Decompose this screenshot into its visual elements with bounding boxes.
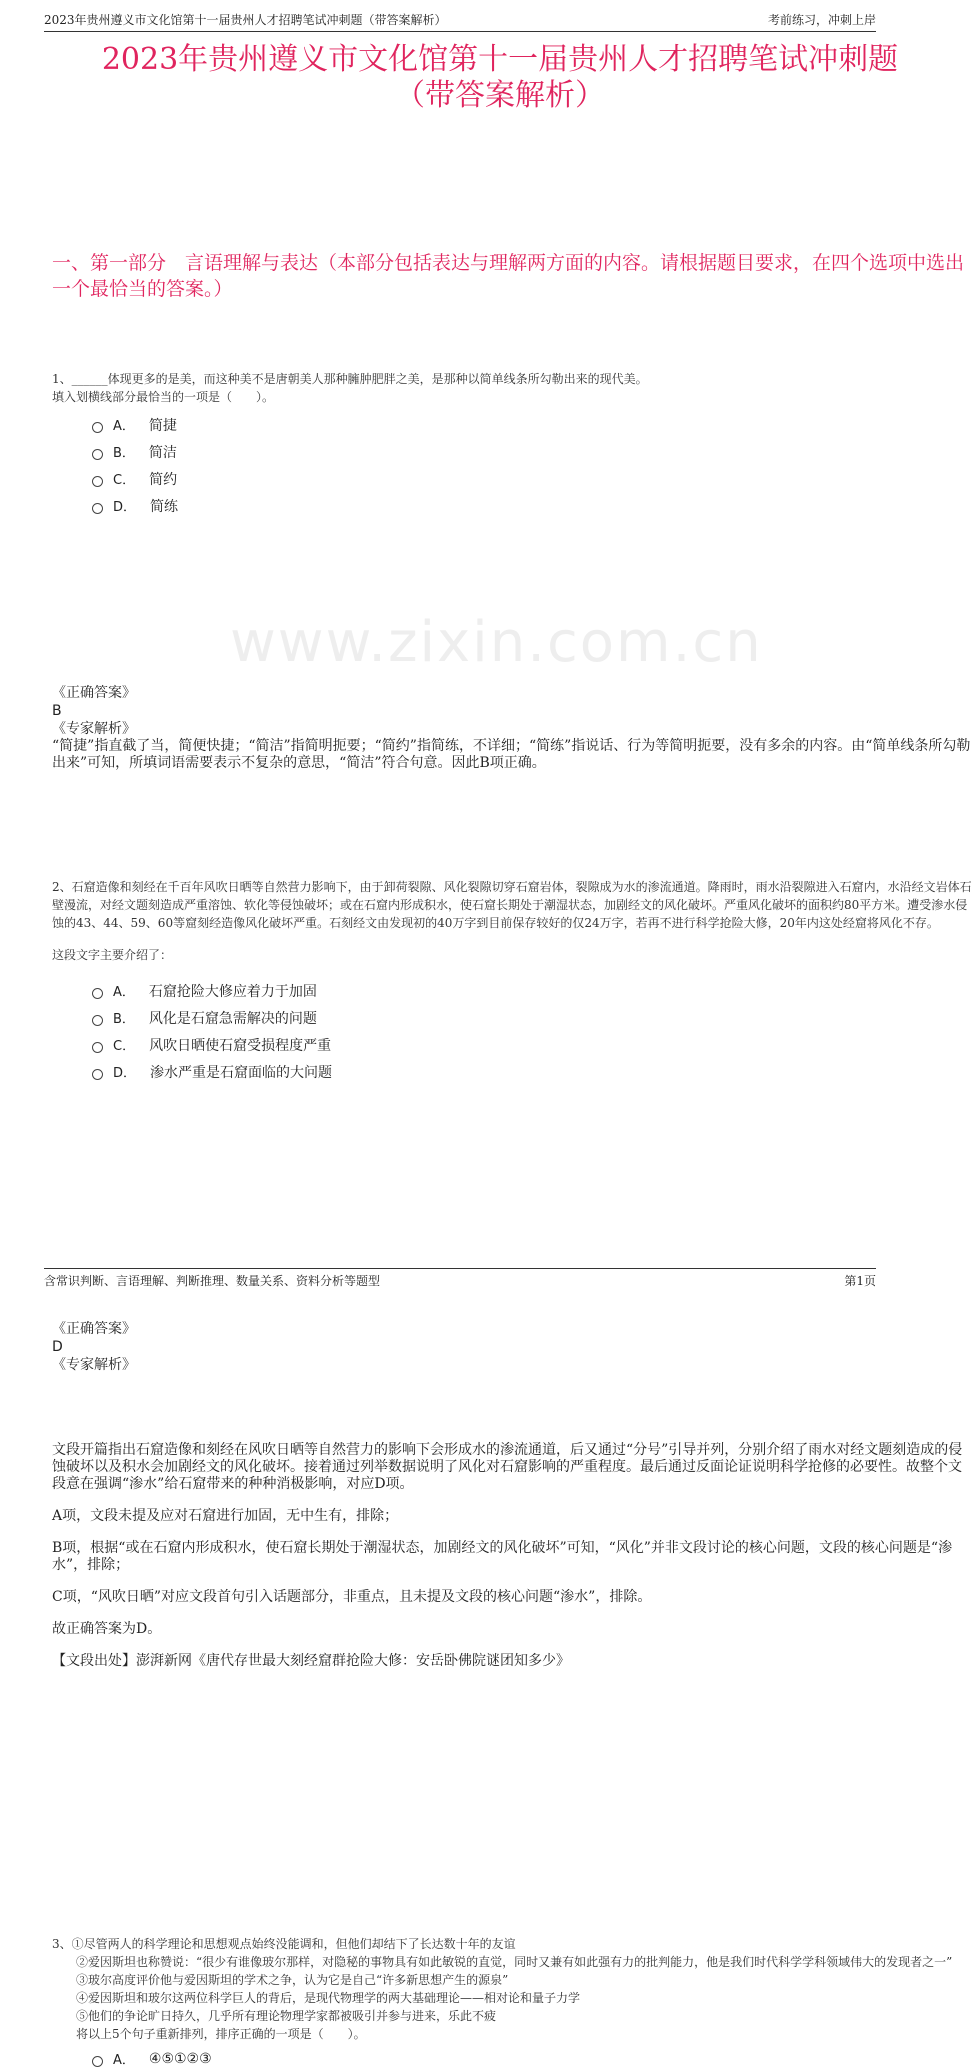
page-footer xyxy=(44,1268,876,1290)
answer-label: 《正确答案》 xyxy=(52,1321,136,1337)
question-2-answer xyxy=(52,1321,972,1374)
question-stem xyxy=(52,370,972,406)
radio-icon[interactable] xyxy=(92,476,103,487)
radio-icon[interactable] xyxy=(92,988,103,999)
option-letter: A． xyxy=(113,2053,135,2068)
option-a[interactable] xyxy=(92,977,972,1004)
question-1-options xyxy=(52,411,972,519)
option-text: 简练 xyxy=(150,498,179,515)
analysis-paragraph: 文段开篇指出石窟造像和刻经在风吹日晒等自然营力的影响下会形成水的渗流通道，后又通过“分号”引导并列，分别介绍了雨水对经文题刻造成的侵蚀破坏以及积水会加剧经文的风化破坏。接着通过列举数据说明了风化对石窟影响的严重程度。最后通过反面论证说明科学抢修的必要性。故整个文段意在强调“渗水”给石窟带来的种种消极影响，对应D项。 xyxy=(52,1442,963,1492)
analysis-text: “简捷”指直截了当，简便快捷；“简洁”指简明扼要；“简约”指简练，不详细；“简练”指说话、行为等简明扼要，没有多余的内容。由“简单线条所勾勒出来”可知，所填词语需要表示不复杂的意思，“简洁”符合句意。因此B项正确。 xyxy=(52,738,971,771)
watermark: www.zixin.com.cn xyxy=(230,610,763,675)
option-a[interactable] xyxy=(92,411,972,438)
question-3-line: ③玻尔高度评价他与爱因斯坦的学术之争，认为它是自己“许多新思想产生的源泉” xyxy=(76,1973,509,1987)
option-text: 简洁 xyxy=(148,444,177,461)
radio-icon[interactable] xyxy=(92,2056,103,2067)
source-citation: 【文段出处】澎湃新网《唐代存世最大刻经窟群抢险大修：安岳卧佛院谜团知多少》 xyxy=(52,1653,570,1669)
page-number: 第1页 xyxy=(844,1274,876,1288)
question-1-stem: 1、______体现更多的是美，而这种美不是唐朝美人那种臃肿肥胖之美，是那种以简单线条所勾勒出来的现代美。 xyxy=(52,372,648,386)
option-c[interactable] xyxy=(92,1031,972,1058)
question-1-prompt: 填入划横线部分最恰当的一项是（ ）。 xyxy=(52,390,275,404)
option-b[interactable] xyxy=(92,1004,972,1031)
header-title: 2023年贵州遵义市文化馆第十一届贵州人才招聘笔试冲刺题（带答案解析） xyxy=(44,13,447,27)
question-1-answer xyxy=(52,685,972,772)
option-letter: C． xyxy=(113,1039,136,1054)
question-3-line: 3、①尽管两人的科学理论和思想观点始终没能调和，但他们却结下了长达数十年的友谊 xyxy=(52,1937,516,1951)
title-line-1: 2023年贵州遵义市文化馆第十一届贵州人才招聘笔试冲刺题 xyxy=(101,42,899,77)
question-3-prompt: 将以上5个句子重新排列，排序正确的一项是（ ）。 xyxy=(76,2027,366,2041)
section-heading: 一、第一部分 言语理解与表达（本部分包括表达与理解两方面的内容。请根据题目要求，在四个选项中选出一个最恰当的答案。） xyxy=(52,252,965,300)
analysis-paragraph: 故正确答案为D。 xyxy=(52,1621,162,1637)
option-letter: C． xyxy=(113,473,136,488)
option-d[interactable] xyxy=(92,492,972,519)
question-1 xyxy=(52,370,972,519)
option-text: 石窟抢险大修应着力于加固 xyxy=(148,983,317,1000)
option-b[interactable] xyxy=(92,438,972,465)
header-slogan: 考前练习，冲刺上岸 xyxy=(767,13,876,27)
radio-icon[interactable] xyxy=(92,1042,103,1053)
question-2-stem: 2、石窟造像和刻经在千百年风吹日晒等自然营力影响下，由于卸荷裂隙、风化裂隙切穿石窟岩体，裂隙成为水的渗流通道。降雨时，雨水沿裂隙进入石窟内，水沿经文岩体石壁漫流，对经文题刻造成严重溶蚀、软化等侵蚀破坏；或在石窟内形成积水，使石窟长期处于潮湿状态，加剧经文的风化破坏。严重风化破坏的面积约80平方米。遭受渗水侵蚀的43、44、59、60等窟刻经造像风化破坏严重。石刻经文由发现初的40万字到目前保存较好的仅24万字，若再不进行科学抢险大修，20年内这处经窟将风化不存。 xyxy=(52,880,972,930)
option-letter: B． xyxy=(113,446,135,461)
footer-note: 含常识判断、言语理解、判断推理、数量关系、资料分析等题型 xyxy=(44,1274,381,1288)
option-a[interactable] xyxy=(92,2045,972,2072)
analysis-paragraph: A项，文段未提及应对石窟进行加固，无中生有，排除； xyxy=(52,1508,399,1524)
option-text: 简约 xyxy=(149,471,178,488)
question-3-line: ②爱因斯坦也称赞说：“很少有谁像玻尔那样，对隐秘的事物具有如此敏锐的直觉，同时又兼有如此强有力的批判能力，他是我们时代科学学科领域伟大的发现者之一” xyxy=(76,1955,953,1969)
answer-value: B xyxy=(52,703,62,719)
radio-icon[interactable] xyxy=(92,1015,103,1026)
option-text: ④⑤①②③ xyxy=(148,2050,212,2067)
option-letter: B． xyxy=(113,1012,135,1027)
option-d[interactable] xyxy=(92,1058,972,1085)
analysis-label: 《专家解析》 xyxy=(52,721,136,737)
question-3 xyxy=(52,1935,972,2072)
radio-icon[interactable] xyxy=(92,1069,103,1080)
question-3-line: ⑤他们的争论旷日持久，几乎所有理论物理学家都被吸引并参与进来，乐此不疲 xyxy=(76,2009,497,2023)
radio-icon[interactable] xyxy=(92,449,103,460)
analysis-paragraph: C项，“风吹日晒”对应文段首句引入话题部分，非重点，且未提及文段的核心问题“渗水”，排除。 xyxy=(52,1589,652,1605)
question-3-line: ④爱因斯坦和玻尔这两位科学巨人的背后，是现代物理学的两大基础理论——相对论和量子力学 xyxy=(76,1991,581,2005)
option-letter: D． xyxy=(113,500,137,515)
radio-icon[interactable] xyxy=(92,422,103,433)
question-2-analysis xyxy=(52,1442,972,1670)
option-text: 简捷 xyxy=(148,417,177,434)
analysis-paragraph: B项，根据“或在石窟内形成积水，使石窟长期处于潮湿状态，加剧经文的风化破坏”可知，“风化”并非文段讨论的核心问题，文段的核心问题是“渗水”，排除； xyxy=(52,1540,953,1573)
option-letter: A． xyxy=(113,419,135,434)
answer-label: 《正确答案》 xyxy=(52,685,136,701)
question-2-options xyxy=(52,977,972,1085)
question-2-prompt: 这段文字主要介绍了： xyxy=(52,948,173,962)
option-text: 风吹日晒使石窟受损程度严重 xyxy=(149,1037,332,1054)
title-line-2: （带答案解析） xyxy=(395,78,605,113)
question-2 xyxy=(52,878,972,1085)
radio-icon[interactable] xyxy=(92,503,103,514)
option-c[interactable] xyxy=(92,465,972,492)
option-text: 渗水严重是石窟面临的大问题 xyxy=(150,1064,333,1081)
answer-value: D xyxy=(52,1339,63,1355)
option-letter: D． xyxy=(113,1066,137,1081)
question-3-options xyxy=(52,2045,972,2072)
option-text: 风化是石窟急需解决的问题 xyxy=(148,1010,317,1027)
option-letter: A． xyxy=(113,985,135,1000)
analysis-label: 《专家解析》 xyxy=(52,1357,136,1373)
page-header xyxy=(44,10,876,32)
document-title xyxy=(40,42,960,114)
